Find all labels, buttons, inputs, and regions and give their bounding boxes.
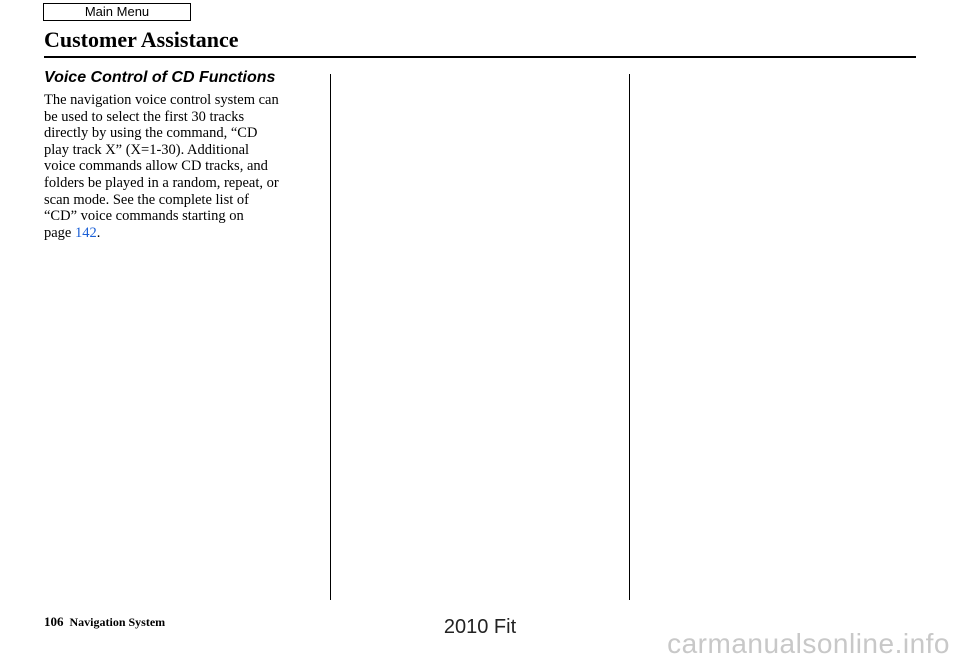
body-line: folders be played in a random, repeat, or: [44, 174, 279, 191]
model-watermark: 2010 Fit: [443, 616, 517, 638]
body-line-last: [44, 225, 324, 242]
body-line: voice commands allow CD tracks, and: [44, 158, 268, 175]
column-divider-right: [629, 74, 630, 600]
page-ref-suffix: .: [96, 224, 101, 241]
body-line: The navigation voice control system can: [44, 92, 279, 108]
footer-page-number: 106: [44, 614, 64, 629]
body-line: play track X” (X=1-30). Additional: [44, 141, 250, 158]
body-paragraph: [44, 92, 324, 241]
footer-label: Navigation System: [69, 615, 166, 629]
main-menu-button[interactable]: Main Menu: [43, 3, 191, 21]
column-divider-left: [330, 74, 331, 600]
body-line: “CD” voice commands starting on: [44, 208, 244, 225]
body-line: scan mode. See the complete list of: [44, 191, 249, 208]
page-title: Customer Assistance: [44, 27, 239, 52]
site-watermark: carmanualsonline.info: [667, 628, 950, 659]
title-rule: [44, 56, 916, 58]
body-line: directly by using the command, “CD: [44, 125, 258, 142]
body-line: be used to select the first 30 tracks: [44, 108, 245, 125]
page-ref-prefix: page: [44, 224, 75, 241]
page-ref-link[interactable]: 142: [75, 224, 97, 241]
section-heading: Voice Control of CD Functions: [44, 69, 276, 86]
